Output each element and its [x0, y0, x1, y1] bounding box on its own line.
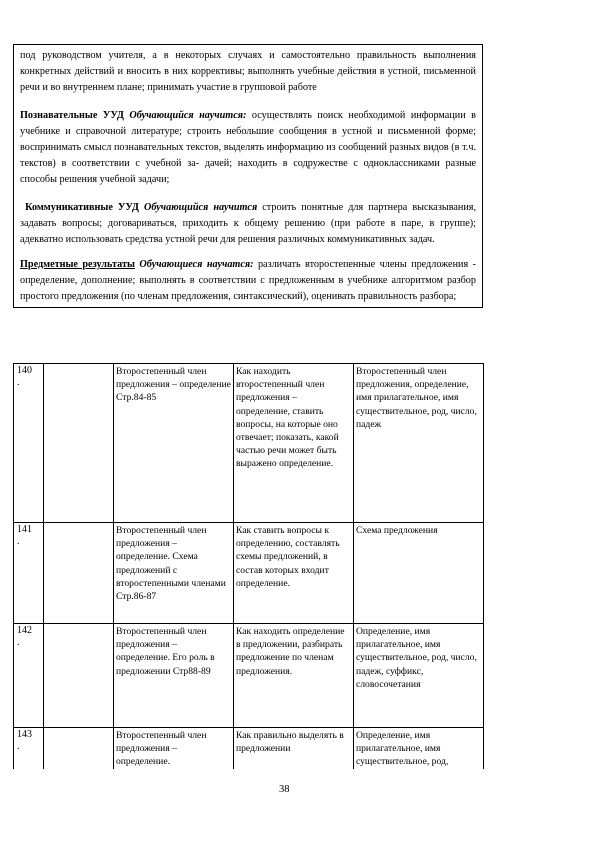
lesson-number-cell: 140 . — [14, 364, 44, 523]
lesson-number-cell: 142 . — [14, 624, 44, 728]
topic-cell: Второстепенный член предложения – определение. — [114, 728, 234, 770]
date-cell — [44, 624, 114, 728]
topic-cell: Второстепенный член предложения – определение. Его роль в предложении Стр88-89 — [114, 624, 234, 728]
date-cell — [44, 728, 114, 770]
date-cell — [44, 523, 114, 624]
activity-cell: Как находить второстепенный член предложения – определение, ставить вопросы, на которые оно отвечает; показать, какой частью речи может быть выражено определение. — [234, 364, 354, 523]
table-row — [14, 364, 484, 523]
terms-cell: Второстепенный член предложения, определение, имя прилагательное, имя существительное, род, число, падеж — [354, 364, 484, 523]
lesson-table — [13, 363, 484, 769]
subject-results-label: Предметные результаты — [20, 259, 135, 270]
topic-cell: Второстепенный член предложения – определение Стр.84-85 — [114, 364, 234, 523]
subject-results-text: различать второстепенные члены предложения - определение, дополнение; выполнять в соответствии с предложенным в учебнике алгоритмом разбор простого предложения (по членам предложения, синтаксический), оценивать правильность разбора; — [20, 259, 477, 302]
table-row — [14, 728, 484, 770]
subject-results-subject: Обучающиеся научатся: — [139, 259, 254, 270]
intro-paragraph: под руководством учителя, а в некоторых случаях и самостоятельно правильность выполнения конкретных действий и вносить в них коррективы; выполнять учебные действия в устной, письменной речи и во внутреннем плане; принимать участие в групповой работе — [20, 50, 476, 93]
communicative-subject: Обучающийся научится — [143, 202, 258, 213]
activity-cell: Как находить определение в предложении, разбирать предложение по членам предложения. — [234, 624, 354, 728]
subject-results-paragraph — [20, 257, 476, 305]
topic-cell: Второстепенный член предложения – определение. Схема предложений с второстепенными членами Стр.86-87 — [114, 523, 234, 624]
terms-cell: Определение, имя прилагательное, имя существительное, род, число, падеж, суффикс, словосочетания — [354, 624, 484, 728]
date-cell — [44, 364, 114, 523]
cognitive-text: осуществлять поиск необходимой информации в учебнике и справочной литературе; строить небольшие сообщения в устной и письменной форме; воспринимать смысл познавательных текстов, выделять информацию из сообщений разных видов (в т.ч. текстов) в соответствии с учебной за- дачей; находить в содружестве с одноклассниками разные способы решения учебной задачи; — [20, 110, 476, 185]
activity-cell: Как ставить вопросы к определению, составлять схемы предложений, в состав которых входит определение. — [234, 523, 354, 624]
communicative-paragraph — [20, 200, 476, 248]
lesson-number-cell: 143 . — [14, 728, 44, 770]
cognitive-subject: Обучающийся научится: — [129, 110, 247, 121]
table-row — [14, 624, 484, 728]
activity-cell: Как правильно выделять в предложении — [234, 728, 354, 770]
lesson-number-cell: 141 . — [14, 523, 44, 624]
table-row — [14, 523, 484, 624]
communicative-label: Коммуникативные УУД — [25, 202, 139, 213]
competencies-block — [13, 44, 483, 308]
cognitive-paragraph — [20, 108, 476, 188]
cognitive-label: Познавательные УУД — [20, 110, 124, 121]
page-number: 38 — [279, 784, 290, 795]
terms-cell: Схема предложения — [354, 523, 484, 624]
terms-cell: Определение, имя прилагательное, имя существительное, род, — [354, 728, 484, 770]
communicative-text: строить понятные для партнера высказывания, задавать вопросы; договариваться, приходить к общему решению (при работе в паре, в группе); адекватно использовать средства устной речи для решения различных коммуникативных задач. — [20, 202, 477, 245]
